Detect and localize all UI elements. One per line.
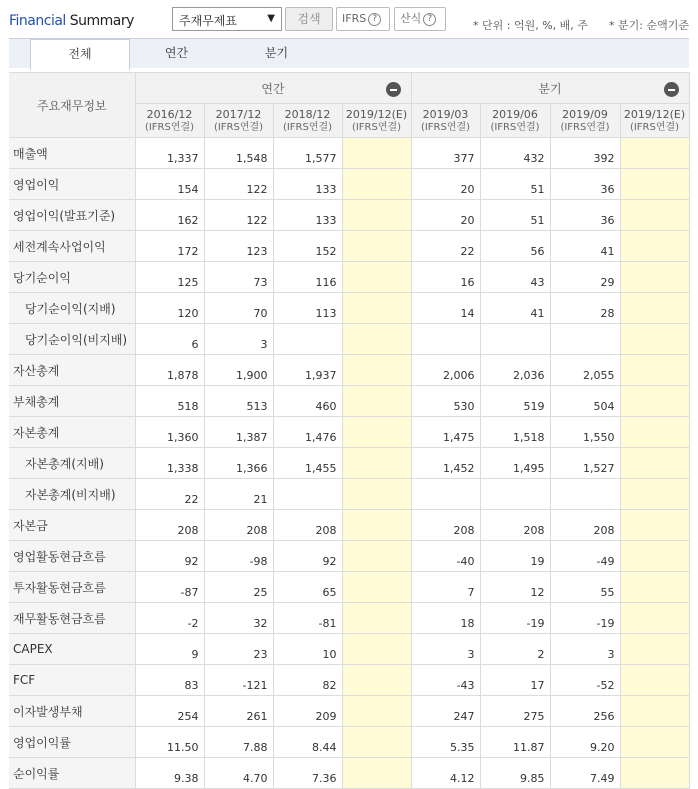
table-cell: 1,366 [204, 448, 273, 479]
table-row [9, 200, 689, 231]
help-icon: ? [423, 13, 436, 26]
table-cell: 275 [480, 696, 550, 727]
table-cell: 1,455 [273, 448, 342, 479]
table-cell: 7.36 [273, 758, 342, 789]
table-cell: 113 [273, 293, 342, 324]
table-cell: 172 [135, 231, 204, 262]
column-header [620, 104, 689, 138]
table-cell: -52 [550, 665, 620, 696]
row-label: FCF [9, 665, 135, 696]
column-basis: (IFRS연결) [351, 121, 402, 133]
row-label: 영업이익(발표기준) [9, 200, 135, 231]
table-cell: 209 [273, 696, 342, 727]
chevron-down-icon: ▼ [267, 13, 275, 24]
table-cell: 14 [411, 293, 480, 324]
table-cell [620, 696, 689, 727]
table-cell [620, 541, 689, 572]
financial-summary-table [9, 72, 690, 789]
table-cell: 162 [135, 200, 204, 231]
table-cell: 2 [480, 634, 550, 665]
top-bar [0, 0, 698, 38]
column-basis: (IFRS연결) [560, 121, 610, 133]
quarter-group-header [411, 73, 689, 104]
row-label: 부채총계 [9, 386, 135, 417]
table-cell: 4.70 [204, 758, 273, 789]
table-cell: 432 [480, 138, 550, 169]
table-cell: 7.88 [204, 727, 273, 758]
statement-type-select[interactable] [172, 7, 282, 31]
table-cell [620, 200, 689, 231]
table-cell: 25 [204, 572, 273, 603]
table-cell: 123 [204, 231, 273, 262]
table-cell: 5.35 [411, 727, 480, 758]
table-cell: 28 [550, 293, 620, 324]
period-tabs [9, 38, 689, 68]
column-header [480, 104, 550, 138]
table-row [9, 355, 689, 386]
table-cell: 1,900 [204, 355, 273, 386]
tab-all[interactable]: 전체 [30, 39, 130, 70]
column-basis: (IFRS연결) [144, 121, 195, 133]
collapse-quarter-icon[interactable] [664, 82, 679, 97]
table-cell: 1,475 [411, 417, 480, 448]
table-cell: -98 [204, 541, 273, 572]
tab-quarter[interactable]: 분기 [264, 46, 289, 60]
table-cell [342, 727, 411, 758]
table-cell: 3 [550, 634, 620, 665]
table-cell: 1,548 [204, 138, 273, 169]
table-cell: 11.50 [135, 727, 204, 758]
table-cell: 504 [550, 386, 620, 417]
table-cell [620, 665, 689, 696]
table-cell: 154 [135, 169, 204, 200]
row-label: 자산총계 [9, 355, 135, 386]
table-cell [620, 479, 689, 510]
table-cell: -19 [550, 603, 620, 634]
table-cell [342, 231, 411, 262]
column-header [550, 104, 620, 138]
table-cell: 261 [204, 696, 273, 727]
table-cell: 122 [204, 169, 273, 200]
table-cell: 70 [204, 293, 273, 324]
table-cell: -19 [480, 603, 550, 634]
column-basis: (IFRS연결) [490, 121, 540, 133]
table-row [9, 541, 689, 572]
table-cell: 20 [411, 169, 480, 200]
table-cell: 256 [550, 696, 620, 727]
table-row [9, 169, 689, 200]
row-label: 재무활동현금흐름 [9, 603, 135, 634]
column-period: 2019/09 [562, 107, 608, 121]
table-cell: 1,387 [204, 417, 273, 448]
table-cell: 513 [204, 386, 273, 417]
quarter-note: * 분기: 순액기준 [609, 19, 689, 32]
column-basis: (IFRS연결) [420, 121, 471, 133]
table-cell: 22 [135, 479, 204, 510]
table-cell: 518 [135, 386, 204, 417]
table-cell: 9.38 [135, 758, 204, 789]
table-cell: 530 [411, 386, 480, 417]
table-cell: -40 [411, 541, 480, 572]
collapse-annual-icon[interactable] [386, 82, 401, 97]
table-cell: 519 [480, 386, 550, 417]
table-cell [342, 665, 411, 696]
table-row [9, 634, 689, 665]
table-cell: 65 [273, 572, 342, 603]
annual-group-label: 연간 [261, 81, 285, 96]
column-header [411, 104, 480, 138]
table-cell: 41 [550, 231, 620, 262]
table-cell: 9.85 [480, 758, 550, 789]
table-row [9, 138, 689, 169]
table-cell: -121 [204, 665, 273, 696]
table-cell: 152 [273, 231, 342, 262]
column-period: 2016/12 [146, 107, 193, 121]
table-cell: 120 [135, 293, 204, 324]
table-cell [620, 510, 689, 541]
table-cell [342, 510, 411, 541]
table-cell [620, 758, 689, 789]
table-cell [620, 448, 689, 479]
table-cell: -87 [135, 572, 204, 603]
table-row [9, 696, 689, 727]
table-cell [620, 293, 689, 324]
table-cell [411, 479, 480, 510]
table-cell [342, 758, 411, 789]
table-cell: 41 [480, 293, 550, 324]
row-label: 매출액 [9, 138, 135, 169]
table-cell: 82 [273, 665, 342, 696]
table-cell: 51 [480, 200, 550, 231]
row-label: 영업이익 [9, 169, 135, 200]
column-basis: (IFRS연결) [213, 121, 264, 133]
table-cell: 6 [135, 324, 204, 355]
table-cell: 7 [411, 572, 480, 603]
row-label: 이자발생부채 [9, 696, 135, 727]
table-cell [342, 169, 411, 200]
table-cell: 1,360 [135, 417, 204, 448]
page-title [9, 13, 134, 29]
column-period: 2019/06 [492, 107, 538, 121]
table-row [9, 572, 689, 603]
title-financial: Financial [9, 13, 66, 29]
row-label: 영업활동현금흐름 [9, 541, 135, 572]
table-cell: 11.87 [480, 727, 550, 758]
table-cell: 83 [135, 665, 204, 696]
table-cell: 122 [204, 200, 273, 231]
table-cell [342, 386, 411, 417]
table-cell [342, 324, 411, 355]
statement-type-value: 주재무제표 [179, 14, 237, 28]
table-cell: 208 [411, 510, 480, 541]
table-cell: 55 [550, 572, 620, 603]
row-label: 자본금 [9, 510, 135, 541]
row-label: 당기순이익(지배) [9, 293, 135, 324]
table-cell [620, 355, 689, 386]
search-button[interactable]: 검색 [285, 7, 333, 31]
table-cell [342, 417, 411, 448]
table-cell: 1,452 [411, 448, 480, 479]
title-summary: Summary [69, 13, 134, 29]
table-cell [550, 479, 620, 510]
table-cell [342, 293, 411, 324]
table-cell: 8.44 [273, 727, 342, 758]
column-header [135, 104, 204, 138]
table-cell [620, 417, 689, 448]
table-cell: 18 [411, 603, 480, 634]
row-label: 순이익률 [9, 758, 135, 789]
column-period: 2017/12 [215, 107, 262, 121]
column-period: 2019/12(E) [623, 107, 686, 121]
table-row [9, 231, 689, 262]
table-cell [342, 200, 411, 231]
table-cell: 1,518 [480, 417, 550, 448]
table-cell: 254 [135, 696, 204, 727]
column-header [204, 104, 273, 138]
table-cell: 1,550 [550, 417, 620, 448]
table-cell: 2,036 [480, 355, 550, 386]
table-cell: 3 [411, 634, 480, 665]
table-cell: 16 [411, 262, 480, 293]
table-cell [342, 696, 411, 727]
corner-header: 주요재무정보 [9, 73, 135, 138]
table-cell [620, 231, 689, 262]
ifrs-label: IFRS [342, 12, 367, 25]
table-cell: 208 [273, 510, 342, 541]
table-cell: 20 [411, 200, 480, 231]
column-period: 2018/12 [284, 107, 331, 121]
table-cell [342, 541, 411, 572]
table-row [9, 262, 689, 293]
table-cell: 116 [273, 262, 342, 293]
column-period: 2019/12(E) [345, 107, 408, 121]
table-cell: 2,006 [411, 355, 480, 386]
table-cell: 133 [273, 169, 342, 200]
table-cell: 1,337 [135, 138, 204, 169]
table-cell [620, 572, 689, 603]
column-basis: (IFRS연결) [282, 121, 333, 133]
table-cell: 3 [204, 324, 273, 355]
table-cell: 36 [550, 169, 620, 200]
table-cell: 2,055 [550, 355, 620, 386]
table-cell: 21 [204, 479, 273, 510]
table-cell: 208 [204, 510, 273, 541]
row-label: 자본총계(비지배) [9, 479, 135, 510]
table-row [9, 479, 689, 510]
table-cell: 125 [135, 262, 204, 293]
table-cell: 208 [550, 510, 620, 541]
table-cell: 247 [411, 696, 480, 727]
quarter-group-label: 분기 [538, 81, 562, 96]
table-row [9, 510, 689, 541]
table-cell: 12 [480, 572, 550, 603]
table-row [9, 417, 689, 448]
table-cell [620, 169, 689, 200]
table-cell: 9 [135, 634, 204, 665]
table-cell [480, 479, 550, 510]
table-cell: 133 [273, 200, 342, 231]
annual-group-header [135, 73, 411, 104]
table-cell: 392 [550, 138, 620, 169]
table-cell [273, 479, 342, 510]
table-cell: 9.20 [550, 727, 620, 758]
column-header [342, 104, 411, 138]
table-cell [620, 727, 689, 758]
table-cell: 23 [204, 634, 273, 665]
help-icon: ? [368, 13, 381, 26]
table-cell [620, 138, 689, 169]
row-label: 투자활동현금흐름 [9, 572, 135, 603]
table-row [9, 727, 689, 758]
table-cell: 460 [273, 386, 342, 417]
row-label: 영업이익률 [9, 727, 135, 758]
table-cell [620, 262, 689, 293]
table-cell: 29 [550, 262, 620, 293]
table-cell [411, 324, 480, 355]
table-row [9, 603, 689, 634]
table-cell: 1,937 [273, 355, 342, 386]
column-basis: (IFRS연결) [629, 121, 680, 133]
table-cell [620, 386, 689, 417]
table-cell: 73 [204, 262, 273, 293]
table-row [9, 758, 689, 789]
table-cell [342, 603, 411, 634]
table-cell [342, 572, 411, 603]
table-cell: -43 [411, 665, 480, 696]
table-cell: 19 [480, 541, 550, 572]
table-cell: 56 [480, 231, 550, 262]
table-cell [342, 355, 411, 386]
table-row [9, 386, 689, 417]
table-row [9, 448, 689, 479]
table-cell [342, 479, 411, 510]
table-cell: 1,338 [135, 448, 204, 479]
table-cell: 1,878 [135, 355, 204, 386]
table-cell [480, 324, 550, 355]
column-header [273, 104, 342, 138]
table-cell: 43 [480, 262, 550, 293]
table-cell: 92 [273, 541, 342, 572]
table-cell [342, 634, 411, 665]
table-cell: 4.12 [411, 758, 480, 789]
table-row [9, 324, 689, 355]
table-cell: 1,476 [273, 417, 342, 448]
table-cell: 377 [411, 138, 480, 169]
table-cell: 1,527 [550, 448, 620, 479]
table-cell: 10 [273, 634, 342, 665]
table-cell: -49 [550, 541, 620, 572]
table-cell: 17 [480, 665, 550, 696]
table-cell [342, 262, 411, 293]
row-label: 당기순이익(비지배) [9, 324, 135, 355]
table-cell: 208 [480, 510, 550, 541]
table-cell: -81 [273, 603, 342, 634]
table-cell: 1,495 [480, 448, 550, 479]
table-cell: 208 [135, 510, 204, 541]
table-row [9, 293, 689, 324]
table-row [9, 665, 689, 696]
formula-label: 산식 [400, 12, 422, 25]
row-label: 당기순이익 [9, 262, 135, 293]
table-cell: 1,577 [273, 138, 342, 169]
row-label: 세전계속사업이익 [9, 231, 135, 262]
table-cell: 7.49 [550, 758, 620, 789]
table-cell [550, 324, 620, 355]
table-cell: 51 [480, 169, 550, 200]
table-cell: 36 [550, 200, 620, 231]
ifrs-help-button[interactable] [336, 7, 390, 31]
table-cell [620, 324, 689, 355]
table-cell [342, 448, 411, 479]
table-cell [342, 138, 411, 169]
formula-help-button[interactable] [394, 7, 446, 31]
table-cell [273, 324, 342, 355]
table-cell: 32 [204, 603, 273, 634]
table-cell: 22 [411, 231, 480, 262]
row-label: CAPEX [9, 634, 135, 665]
table-cell: -2 [135, 603, 204, 634]
row-label: 자본총계 [9, 417, 135, 448]
table-cell [620, 603, 689, 634]
tab-annual[interactable]: 연간 [164, 46, 189, 60]
column-period: 2019/03 [422, 107, 469, 121]
table-cell: 92 [135, 541, 204, 572]
unit-note: * 단위 : 억원, %, 배, 주 [473, 19, 588, 32]
row-label: 자본총계(지배) [9, 448, 135, 479]
table-cell [620, 634, 689, 665]
